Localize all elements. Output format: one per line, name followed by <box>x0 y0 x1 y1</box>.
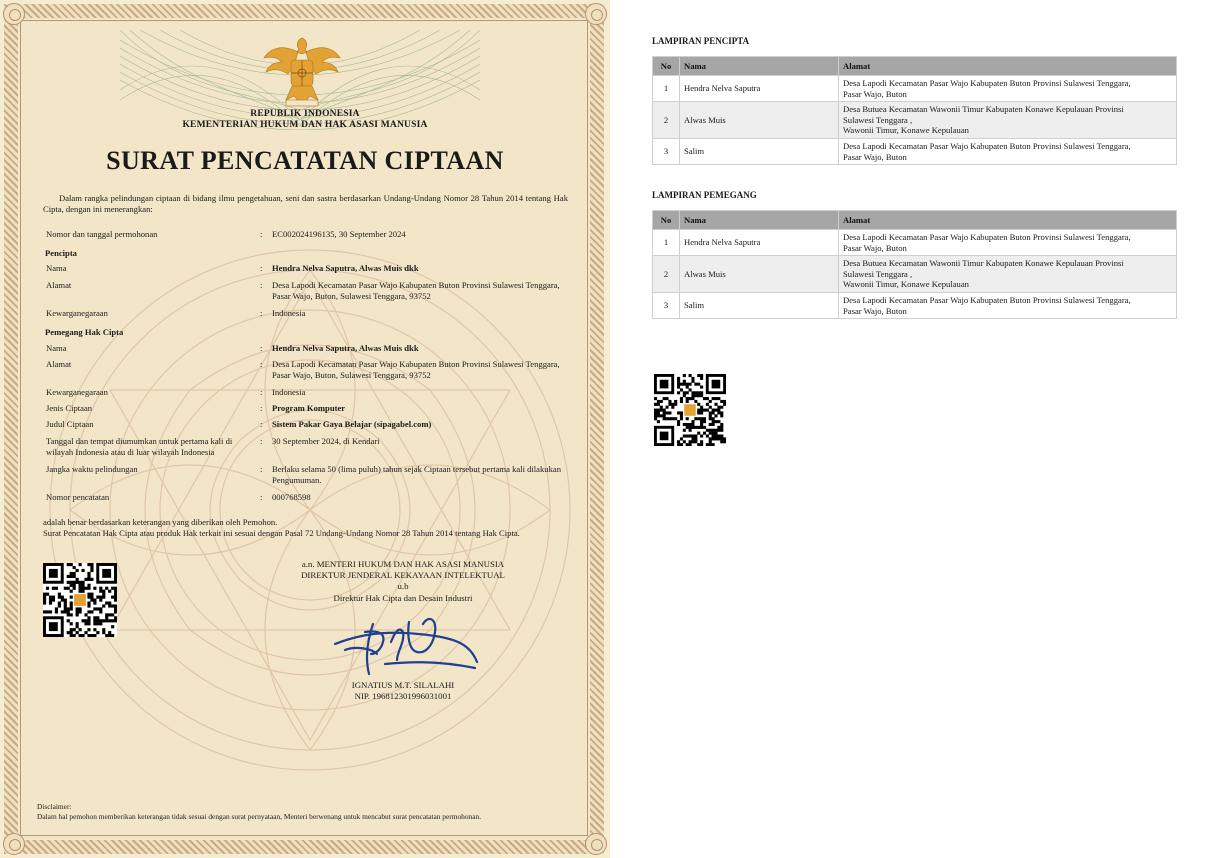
address-line: Desa Lapodi Kecamatan Pasar Wajo Kabupaten Buton Provinsi Sulawesi Tenggara, <box>843 140 1131 151</box>
disclaimer-text: Dalam hal pemohon memberikan keterangan tidak sesuai dengan surat pernyataan, Menteri berwenang untuk mencabut surat pencatatan permohonan. <box>37 812 482 821</box>
document-title: SURAT PENCATATAN CIPTAAN <box>106 146 504 175</box>
attachment-qr-code <box>654 374 726 446</box>
signer-nip: NIP. 196812301996031001 <box>354 691 452 702</box>
sign-line: a.n. MENTERI HUKUM DAN HAK ASASI MANUSIA <box>301 559 505 569</box>
sign-line: u.b <box>397 581 409 592</box>
field-label: Tanggal dan tempat diumumkan untuk pertama kali di wilayah Indonesia atau di luar wilayah Indonesia <box>46 436 233 457</box>
attachment-page <box>612 0 1212 858</box>
cell-alamat <box>839 292 1177 318</box>
corner-ornament-icon <box>585 833 607 855</box>
cell-nama: Salim <box>680 292 839 318</box>
cell-alamat <box>839 76 1177 102</box>
field-value: Indonesia <box>272 308 306 318</box>
closing-line: adalah benar berdasarkan keterangan yang diberikan oleh Pemohon. <box>43 517 278 527</box>
field-value: Program Komputer <box>272 403 346 413</box>
section-creator: Pencipta <box>45 248 77 258</box>
cell-no: 3 <box>653 292 680 318</box>
country-heading: REPUBLIK INDONESIA <box>250 109 360 119</box>
cell-nama: Hendra Nelva Saputra <box>680 230 839 256</box>
address-line: Wawonii Timur, Konawe Kepulauan <box>843 125 969 136</box>
address-line: Desa Lapodi Kecamatan Pasar Wajo Kabupaten Buton Provinsi Sulawesi Tenggara, <box>843 294 1131 305</box>
field-label: Judul Ciptaan <box>46 419 94 429</box>
field-value: 000768598 <box>272 492 311 502</box>
address-line: Pasar Wajo, Buton <box>843 242 907 253</box>
field-separator: : <box>260 419 263 429</box>
garuda-emblem-icon <box>262 34 342 110</box>
field-separator: : <box>260 229 263 239</box>
address-line: Wawonii Timur, Konawe Kepulauan <box>843 279 969 290</box>
corner-ornament-icon <box>585 3 607 25</box>
signature-icon <box>325 602 485 682</box>
address-line: Pasar Wajo, Buton <box>843 305 907 316</box>
column-header: No <box>653 211 680 230</box>
field-value: Desa Lapodi Kecamatan Pasar Wajo Kabupaten Buton Provinsi Sulawesi Tenggara, Pasar Wajo, Buton, Sulawesi Tenggara, 93752 <box>272 280 560 301</box>
section-holder: Pemegang Hak Cipta <box>45 327 124 337</box>
address-line: Desa Lapodi Kecamatan Pasar Wajo Kabupaten Buton Provinsi Sulawesi Tenggara, <box>843 232 1131 242</box>
field-separator: : <box>260 359 263 369</box>
table-header-row <box>653 211 1177 230</box>
cell-nama: Salim <box>680 138 839 164</box>
cell-alamat <box>839 138 1177 164</box>
field-label: Jenis Ciptaan <box>46 403 93 413</box>
cell-no: 1 <box>653 230 680 256</box>
table-header-row <box>653 57 1177 76</box>
table-row <box>653 138 1177 164</box>
certificate-qr-code <box>43 563 117 637</box>
field-separator: : <box>260 492 263 502</box>
address-line: Desa Butuea Kecamatan Wawonii Timur Kabupaten Konawe Kepulauan Provinsi <box>843 104 1124 115</box>
creators-table <box>652 56 1177 165</box>
signer-name: IGNATIUS M.T. SILALAHI <box>351 680 455 690</box>
field-separator: : <box>260 343 263 353</box>
address-line: Sulawesi Tenggara , <box>843 114 913 125</box>
table-row <box>653 256 1177 293</box>
field-separator: : <box>260 403 263 413</box>
column-header: Alamat <box>839 211 1177 230</box>
field-label: Kewarganegaraan <box>46 387 108 397</box>
holders-attachment-title: LAMPIRAN PEMEGANG <box>652 190 757 200</box>
qr-code-icon <box>654 374 726 446</box>
field-label: Jangka waktu pelindungan <box>46 464 138 474</box>
table-row <box>653 76 1177 102</box>
field-separator: : <box>260 263 263 273</box>
address-line: Pasar Wajo, Buton <box>843 88 907 99</box>
creators-attachment-title: LAMPIRAN PENCIPTA <box>652 36 750 46</box>
field-separator: : <box>260 436 263 446</box>
cell-no: 2 <box>653 256 680 293</box>
field-label: Nama <box>46 343 67 353</box>
address-line: Desa Butuea Kecamatan Wawonii Timur Kabupaten Konawe Kepulauan Provinsi <box>843 258 1124 269</box>
sign-line: DIREKTUR JENDERAL KEKAYAAN INTELEKTUAL <box>301 570 505 581</box>
field-value: Berlaku selama 50 (lima puluh) tahun sejak Ciptaan tersebut pertama kali dilakukan Pengumuman. <box>272 464 561 485</box>
cell-nama: Alwas Muis <box>680 102 839 139</box>
field-value: Desa Lapodi Kecamatan Pasar Wajo Kabupaten Buton Provinsi Sulawesi Tenggara, Pasar Wajo, Buton, Sulawesi Tenggara, 93752 <box>272 359 560 380</box>
cell-alamat <box>839 256 1177 293</box>
field-label: Alamat <box>46 359 72 369</box>
ministry-heading: KEMENTERIAN HUKUM DAN HAK ASASI MANUSIA <box>182 120 428 130</box>
corner-ornament-icon <box>3 3 25 25</box>
field-label: Alamat <box>46 280 72 290</box>
address-line: Sulawesi Tenggara , <box>843 268 913 279</box>
field-value: Indonesia <box>272 387 306 397</box>
closing-statement <box>43 517 568 538</box>
address-line: Desa Lapodi Kecamatan Pasar Wajo Kabupaten Buton Provinsi Sulawesi Tenggara, <box>843 78 1131 88</box>
column-header: Alamat <box>839 57 1177 76</box>
table-row <box>653 230 1177 256</box>
cell-alamat <box>839 230 1177 256</box>
qr-code-icon <box>43 563 117 637</box>
field-label: Nama <box>46 263 67 273</box>
field-separator: : <box>260 387 263 397</box>
intro-paragraph: Dalam rangka pelindungan ciptaan di bidang ilmu pengetahuan, seni dan sastra berdasarkan Undang-Undang Nomor 28 Tahun 2014 tentang Hak Cipta, dengan ini menerangkan: <box>43 193 568 214</box>
address-line: Pasar Wajo, Buton <box>843 151 907 162</box>
field-label: Nomor dan tanggal permohonan <box>46 229 158 239</box>
disclaimer <box>37 802 582 822</box>
cell-no: 2 <box>653 102 680 139</box>
sign-line: Direktur Hak Cipta dan Desain Industri <box>333 592 473 603</box>
field-value: 30 September 2024, di Kendari <box>272 436 380 446</box>
corner-ornament-icon <box>3 833 25 855</box>
cell-no: 1 <box>653 76 680 102</box>
cell-no: 3 <box>653 138 680 164</box>
field-value: Hendra Nelva Saputra, Alwas Muis dkk <box>272 263 419 273</box>
field-label: Kewarganegaraan <box>46 308 108 318</box>
field-separator: : <box>260 280 263 290</box>
signer-info <box>268 680 538 702</box>
field-value: Sistem Pakar Gaya Belajar (sipagabel.com) <box>272 419 432 429</box>
cell-nama: Alwas Muis <box>680 256 839 293</box>
field-value: Hendra Nelva Saputra, Alwas Muis dkk <box>272 343 419 353</box>
closing-line: Surat Pencatatan Hak Cipta atau produk Hak terkait ini sesuai dengan Pasal 72 Undang-Undang Nomor 28 Tahun 2014 tentang Hak Cipta. <box>43 527 520 538</box>
field-value: EC002024196135, 30 September 2024 <box>272 229 406 239</box>
holders-table <box>652 210 1177 319</box>
signature-block <box>268 559 538 604</box>
field-label: Nomor pencatatan <box>46 492 110 502</box>
table-row <box>653 292 1177 318</box>
field-separator: : <box>260 308 263 318</box>
cell-alamat <box>839 102 1177 139</box>
field-separator: : <box>260 464 263 474</box>
disclaimer-title: Disclaimer: <box>37 802 72 811</box>
column-header: Nama <box>680 57 839 76</box>
table-row <box>653 102 1177 139</box>
column-header: No <box>653 57 680 76</box>
cell-nama: Hendra Nelva Saputra <box>680 76 839 102</box>
column-header: Nama <box>680 211 839 230</box>
